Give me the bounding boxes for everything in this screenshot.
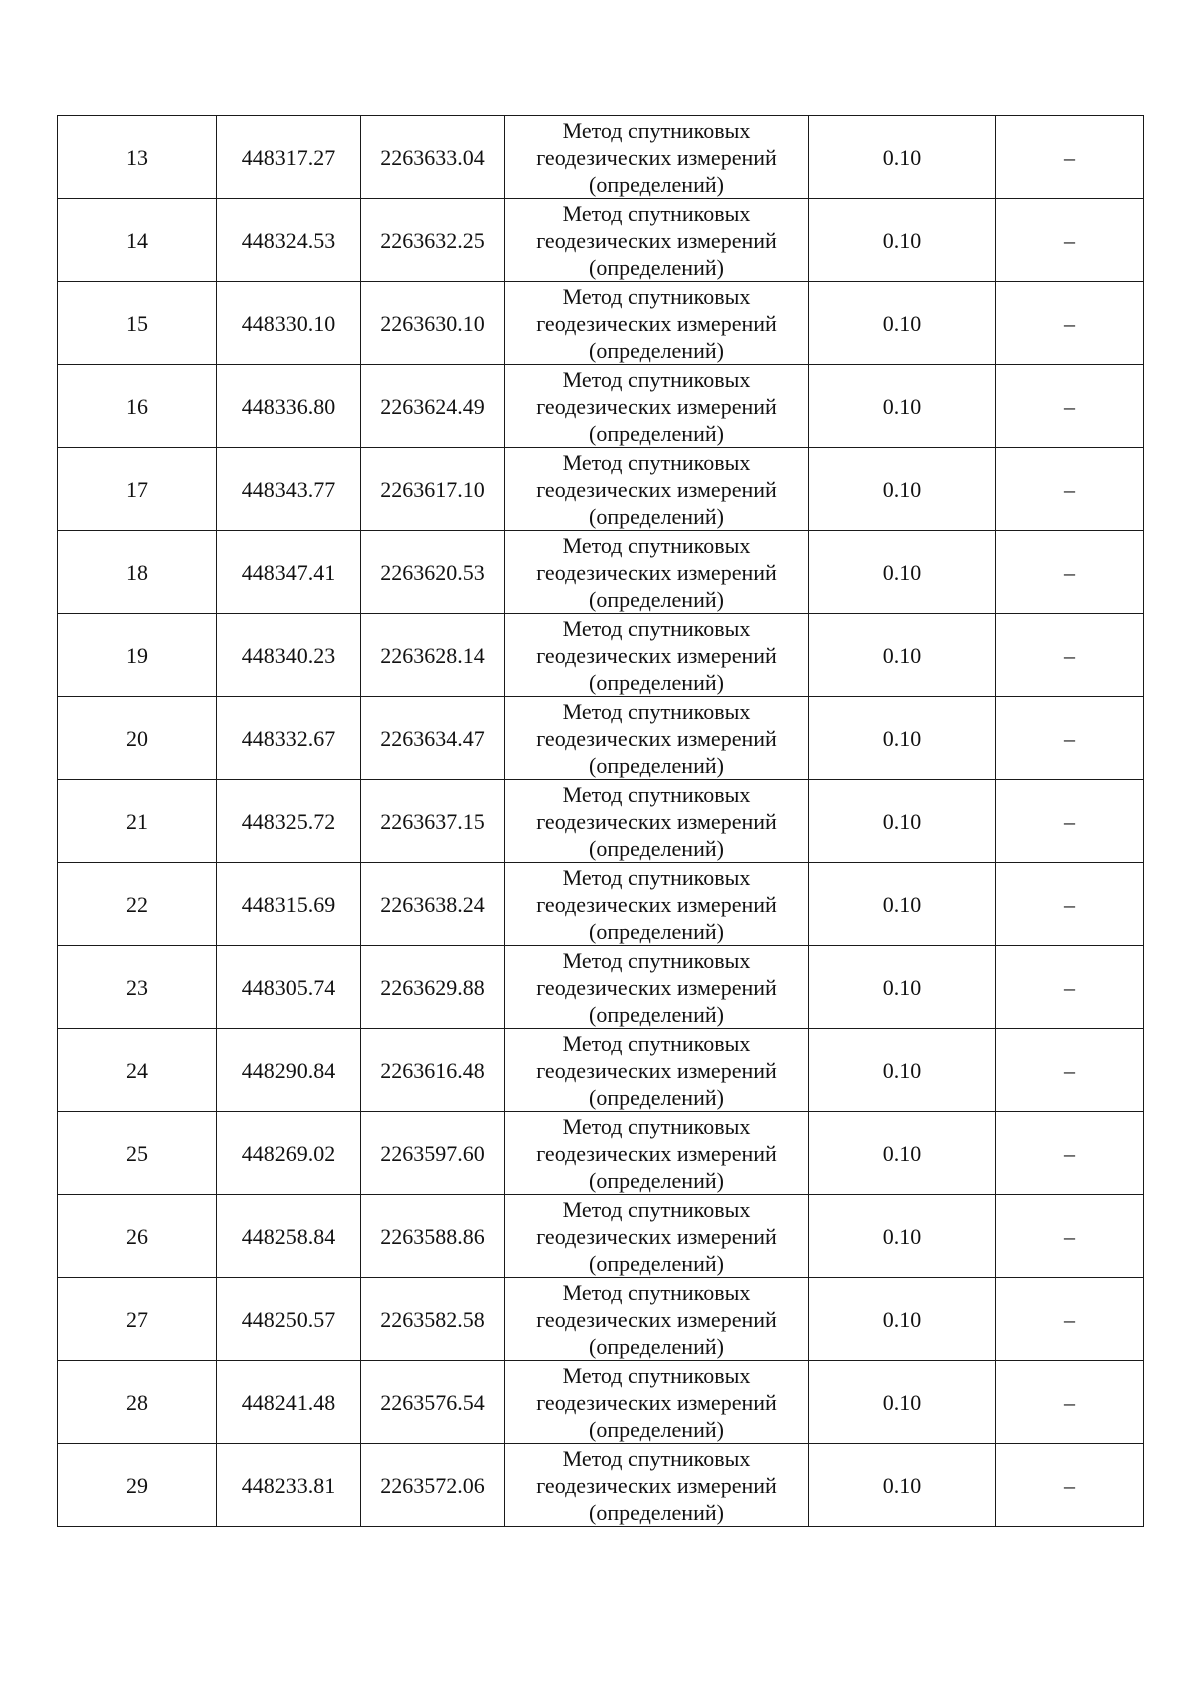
x-coordinate-cell: 448315.69 (217, 863, 361, 946)
accuracy-cell: 0.10 (809, 1112, 996, 1195)
point-number-cell: 24 (58, 1029, 217, 1112)
accuracy-cell: 0.10 (809, 614, 996, 697)
y-coordinate-cell: 2263628.14 (361, 614, 505, 697)
method-text-line: (определений) (589, 752, 724, 778)
method-text-line: (определений) (589, 586, 724, 612)
x-coordinate-cell: 448258.84 (217, 1195, 361, 1278)
table-row (58, 780, 1144, 863)
table-row (58, 282, 1144, 365)
x-coordinate-cell: 448325.72 (217, 780, 361, 863)
method-text-line: Метод спутниковых (562, 1030, 751, 1056)
note-cell: – (996, 946, 1144, 1029)
point-number-cell: 13 (58, 116, 217, 199)
accuracy-cell: 0.10 (809, 365, 996, 448)
accuracy-cell: 0.10 (809, 116, 996, 199)
method-text-line: (определений) (589, 420, 724, 446)
table-row (58, 448, 1144, 531)
point-number-cell: 29 (58, 1444, 217, 1527)
y-coordinate-cell: 2263632.25 (361, 199, 505, 282)
accuracy-cell: 0.10 (809, 1029, 996, 1112)
method-text-line: геодезических измерений (536, 725, 777, 751)
x-coordinate-cell: 448241.48 (217, 1361, 361, 1444)
x-coordinate-cell: 448340.23 (217, 614, 361, 697)
accuracy-cell: 0.10 (809, 863, 996, 946)
accuracy-cell: 0.10 (809, 448, 996, 531)
point-number-cell: 18 (58, 531, 217, 614)
method-text-line: (определений) (589, 254, 724, 280)
x-coordinate-cell: 448290.84 (217, 1029, 361, 1112)
accuracy-cell: 0.10 (809, 531, 996, 614)
table-row (58, 1278, 1144, 1361)
method-text-line: (определений) (589, 1333, 724, 1359)
method-text-line: (определений) (589, 1499, 724, 1525)
method-text-line: геодезических измерений (536, 559, 777, 585)
accuracy-cell: 0.10 (809, 1278, 996, 1361)
method-text-line: геодезических измерений (536, 808, 777, 834)
point-number-cell: 14 (58, 199, 217, 282)
y-coordinate-cell: 2263637.15 (361, 780, 505, 863)
point-number-cell: 22 (58, 863, 217, 946)
method-text-line: геодезических измерений (536, 642, 777, 668)
note-cell: – (996, 1361, 1144, 1444)
x-coordinate-cell: 448250.57 (217, 1278, 361, 1361)
method-text-line: (определений) (589, 337, 724, 363)
method-text-line: геодезических измерений (536, 1140, 777, 1166)
point-number-cell: 16 (58, 365, 217, 448)
method-cell (505, 365, 809, 448)
x-coordinate-cell: 448305.74 (217, 946, 361, 1029)
table-body (58, 116, 1144, 1527)
method-text-line: (определений) (589, 1167, 724, 1193)
table-row (58, 1112, 1144, 1195)
method-text-line: Метод спутниковых (562, 947, 751, 973)
note-cell: – (996, 614, 1144, 697)
note-cell: – (996, 282, 1144, 365)
note-cell: – (996, 365, 1144, 448)
point-number-cell: 21 (58, 780, 217, 863)
table-row (58, 614, 1144, 697)
method-text-line: Метод спутниковых (562, 781, 751, 807)
method-cell (505, 1361, 809, 1444)
table-row (58, 1444, 1144, 1527)
y-coordinate-cell: 2263638.24 (361, 863, 505, 946)
table-row (58, 946, 1144, 1029)
method-text-line: (определений) (589, 1250, 724, 1276)
y-coordinate-cell: 2263597.60 (361, 1112, 505, 1195)
method-text-line: Метод спутниковых (562, 449, 751, 475)
method-text-line: Метод спутниковых (562, 864, 751, 890)
coordinates-table (57, 115, 1144, 1527)
method-text-line: Метод спутниковых (562, 1445, 751, 1471)
method-text-line: (определений) (589, 1416, 724, 1442)
x-coordinate-cell: 448343.77 (217, 448, 361, 531)
method-text-line: геодезических измерений (536, 227, 777, 253)
x-coordinate-cell: 448269.02 (217, 1112, 361, 1195)
method-text-line: геодезических измерений (536, 1306, 777, 1332)
method-cell (505, 531, 809, 614)
point-number-cell: 20 (58, 697, 217, 780)
y-coordinate-cell: 2263582.58 (361, 1278, 505, 1361)
note-cell: – (996, 780, 1144, 863)
note-cell: – (996, 1444, 1144, 1527)
method-text-line: Метод спутниковых (562, 117, 751, 143)
method-text-line: (определений) (589, 1001, 724, 1027)
method-cell (505, 1112, 809, 1195)
note-cell: – (996, 199, 1144, 282)
accuracy-cell: 0.10 (809, 1444, 996, 1527)
method-text-line: Метод спутниковых (562, 366, 751, 392)
table-row (58, 697, 1144, 780)
method-cell (505, 780, 809, 863)
y-coordinate-cell: 2263630.10 (361, 282, 505, 365)
method-text-line: (определений) (589, 669, 724, 695)
method-text-line: (определений) (589, 171, 724, 197)
accuracy-cell: 0.10 (809, 697, 996, 780)
method-text-line: Метод спутниковых (562, 1196, 751, 1222)
method-text-line: Метод спутниковых (562, 1362, 751, 1388)
method-text-line: Метод спутниковых (562, 1113, 751, 1139)
method-text-line: геодезических измерений (536, 144, 777, 170)
method-text-line: Метод спутниковых (562, 200, 751, 226)
point-number-cell: 27 (58, 1278, 217, 1361)
table-row (58, 531, 1144, 614)
method-cell (505, 863, 809, 946)
x-coordinate-cell: 448336.80 (217, 365, 361, 448)
x-coordinate-cell: 448332.67 (217, 697, 361, 780)
table-row (58, 1029, 1144, 1112)
method-cell (505, 697, 809, 780)
method-cell (505, 614, 809, 697)
method-cell (505, 1444, 809, 1527)
method-text-line: геодезических измерений (536, 476, 777, 502)
note-cell: – (996, 1029, 1144, 1112)
table-row (58, 863, 1144, 946)
accuracy-cell: 0.10 (809, 780, 996, 863)
point-number-cell: 25 (58, 1112, 217, 1195)
method-text-line: геодезических измерений (536, 310, 777, 336)
note-cell: – (996, 863, 1144, 946)
accuracy-cell: 0.10 (809, 1361, 996, 1444)
point-number-cell: 17 (58, 448, 217, 531)
note-cell: – (996, 531, 1144, 614)
table-row (58, 1195, 1144, 1278)
method-cell (505, 1195, 809, 1278)
method-text-line: геодезических измерений (536, 393, 777, 419)
method-text-line: Метод спутниковых (562, 1279, 751, 1305)
y-coordinate-cell: 2263576.54 (361, 1361, 505, 1444)
method-text-line: Метод спутниковых (562, 283, 751, 309)
accuracy-cell: 0.10 (809, 946, 996, 1029)
note-cell: – (996, 116, 1144, 199)
note-cell: – (996, 1195, 1144, 1278)
method-text-line: (определений) (589, 503, 724, 529)
y-coordinate-cell: 2263572.06 (361, 1444, 505, 1527)
method-cell (505, 448, 809, 531)
method-cell (505, 946, 809, 1029)
table-row (58, 365, 1144, 448)
table-row (58, 116, 1144, 199)
method-text-line: (определений) (589, 1084, 724, 1110)
y-coordinate-cell: 2263633.04 (361, 116, 505, 199)
method-text-line: геодезических измерений (536, 1057, 777, 1083)
point-number-cell: 19 (58, 614, 217, 697)
table-row (58, 199, 1144, 282)
method-text-line: геодезических измерений (536, 974, 777, 1000)
method-text-line: геодезических измерений (536, 891, 777, 917)
accuracy-cell: 0.10 (809, 199, 996, 282)
method-text-line: геодезических измерений (536, 1223, 777, 1249)
note-cell: – (996, 697, 1144, 780)
y-coordinate-cell: 2263624.49 (361, 365, 505, 448)
method-cell (505, 282, 809, 365)
method-text-line: Метод спутниковых (562, 698, 751, 724)
method-text-line: Метод спутниковых (562, 615, 751, 641)
method-cell (505, 199, 809, 282)
x-coordinate-cell: 448317.27 (217, 116, 361, 199)
y-coordinate-cell: 2263617.10 (361, 448, 505, 531)
method-cell (505, 1278, 809, 1361)
y-coordinate-cell: 2263588.86 (361, 1195, 505, 1278)
method-cell (505, 116, 809, 199)
note-cell: – (996, 1112, 1144, 1195)
method-text-line: геодезических измерений (536, 1389, 777, 1415)
x-coordinate-cell: 448330.10 (217, 282, 361, 365)
method-text-line: геодезических измерений (536, 1472, 777, 1498)
accuracy-cell: 0.10 (809, 1195, 996, 1278)
method-text-line: (определений) (589, 918, 724, 944)
x-coordinate-cell: 448233.81 (217, 1444, 361, 1527)
note-cell: – (996, 448, 1144, 531)
note-cell: – (996, 1278, 1144, 1361)
y-coordinate-cell: 2263629.88 (361, 946, 505, 1029)
x-coordinate-cell: 448324.53 (217, 199, 361, 282)
table-row (58, 1361, 1144, 1444)
x-coordinate-cell: 448347.41 (217, 531, 361, 614)
method-cell (505, 1029, 809, 1112)
method-text-line: (определений) (589, 835, 724, 861)
point-number-cell: 15 (58, 282, 217, 365)
point-number-cell: 28 (58, 1361, 217, 1444)
y-coordinate-cell: 2263616.48 (361, 1029, 505, 1112)
accuracy-cell: 0.10 (809, 282, 996, 365)
point-number-cell: 23 (58, 946, 217, 1029)
method-text-line: Метод спутниковых (562, 532, 751, 558)
point-number-cell: 26 (58, 1195, 217, 1278)
y-coordinate-cell: 2263620.53 (361, 531, 505, 614)
y-coordinate-cell: 2263634.47 (361, 697, 505, 780)
